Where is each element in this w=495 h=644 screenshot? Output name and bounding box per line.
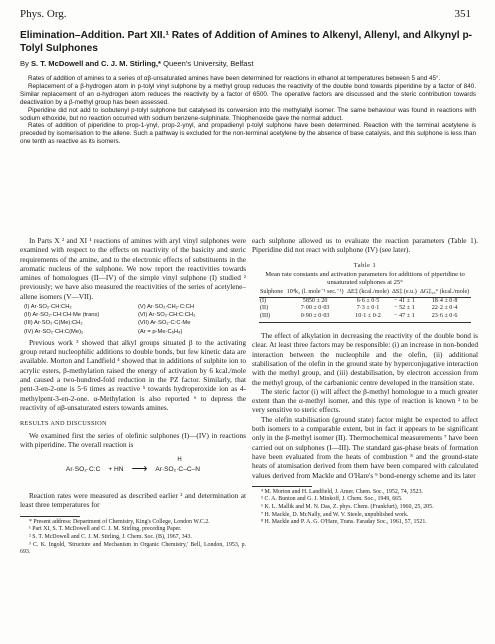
body-paragraph: We examined first the series of olefinic sulphones (I)—(IV) in reactions with piperidine. The overall reaction is xyxy=(20,430,246,449)
table-header-row xyxy=(259,289,471,297)
table-cell: − 47 ± 1 xyxy=(391,313,419,322)
reaction-scheme xyxy=(20,454,246,484)
table-cell: − 52 ± 1 xyxy=(394,305,415,312)
abstract-paragraph: Piperidine did not add to isobutenyl p-tolyl sulphone but catalysed its conversion into the methylallyl isomer. The same behaviour was found in reactions with sodium ethoxide, but no reaction occurred with sodium benzene-sulphinate. Thiophenoxide gave the normal adduct. xyxy=(20,106,476,122)
body-paragraph: In Parts X ² and XI ¹ reactions of amines with aryl vinyl sulphones were examined with respect to the effects on reactivity of the basicity and steric requirements of the amine, and to the electronic effects of substituents in the aromatic nucleus of the sulphone. We now report the reactivities towards amines of homologues (II—IV) of the simple vinyl sulphone (I) studied ² previously; we have also measured the reactivities of the series of acetylene–allene isomers (V—VII). xyxy=(20,236,246,301)
affiliation: Queen's University, Belfast xyxy=(160,59,254,68)
compound-list xyxy=(24,303,246,336)
footnote-rule xyxy=(20,516,80,517)
table-label: Table 1 xyxy=(353,261,377,269)
section-heading: RESULTS AND DISCUSSION xyxy=(20,420,107,428)
authors-prefix: By xyxy=(20,59,31,68)
footnote: ⁸ H. Mackle and P. A. G. O'Hare, Trans. Faraday Soc., 1961, 57, 1521. xyxy=(261,519,427,526)
footnote: ³ C. K. Ingold, 'Structure and Mechanism in Organic Chemistry,' Bell, London, 1953, p. 693. xyxy=(20,541,246,556)
compound-item: (III) Ar·SO₂·C(Me):CH₂ xyxy=(24,320,83,327)
scheme-product-wrap xyxy=(155,456,201,474)
reaction-arrow: ⟶ xyxy=(131,462,148,475)
abstract xyxy=(20,75,476,146)
table-caption: Mean rate constants and activation parameters for additions of piperidine to unsaturated sulphones at 25° xyxy=(265,270,465,286)
table-cell: 22·2 ± 0·4 xyxy=(431,305,458,312)
footnote: ⁵ C. A. Bunton and G. J. Minkoff, J. Chem. Soc., 1949, 665. xyxy=(261,496,403,503)
column-header: 10⁴k₂ (l. mole⁻¹ sec.⁻¹) xyxy=(285,289,346,297)
table-cell: 18·4 ± 0·8 xyxy=(431,297,458,304)
body-paragraph: The effect of alkylation in decreasing the reactivity of the double bond is clear. At least three factors may be responsible: (i) an increase in non-bonded interaction between the nucleophile and the olefin, (ii) additional stabilisation of the olefin in the ground state by hyperconjugative interaction with the methyl group, and (iii) destabilisation, by electron accession from the methyl group, of the carbanionic centre developed in the transition state. xyxy=(252,331,478,387)
body-paragraph: The steric factor (i) will affect the β-methyl homologue to a much greater extent than the α-methyl isomer, and this type of reaction is known ² to be very sensitive to steric effects. xyxy=(252,386,478,415)
footnote: ² S. T. McDowell and C. J. M. Stirling, J. Chem. Soc. (B), 1967, 343. xyxy=(29,533,192,540)
table-cell: (I) xyxy=(260,297,267,304)
body-paragraph: Previous work ³ showed that alkyl groups situated β to the activating group retard nucleophilic additions to double bonds, but few kinetic data are available. Morton and Landfield ⁴ showed that in additions of sulphite ion to acrylic esters, β-methylation raised the energy of activation by 6 kcal./mole and caused a two-hundred-fold reduction in the PZ factor. Similarly, that pent-3-en-2-one is 5·6 times as reactive ⁵ towards hydroperoxide ion as 4-methylpent-3-en-2-one. α-Methylation is also reported ⁶ to depress the reactivity of αβ-unsaturated esters towards amines. xyxy=(20,337,246,412)
table-cell: 23·6 ± 0·6 xyxy=(418,313,471,322)
compound-item: (V) Ar·SO₂·CH₂·C:CH xyxy=(138,304,195,311)
compound-item: (II) Ar·SO₂·CH:CH·Me (trans) xyxy=(24,312,100,319)
table-cell: 0·90 ± 0·03 xyxy=(285,313,346,322)
footnote: ⁴ M. Morton and H. Landfield, J. Amer. Chem. Soc., 1952, 74, 3523. xyxy=(261,488,423,495)
compound-item: (IV) Ar·SO₂·CH:C(Me)₂ xyxy=(24,328,84,335)
scheme-h-label: H xyxy=(177,456,182,463)
table-cell: (III) xyxy=(259,313,285,322)
journal-header: Phys. Org. xyxy=(20,8,67,20)
table-cell: 7·00 ± 0·03 xyxy=(300,305,330,312)
scheme-amine: + HN xyxy=(108,465,124,473)
table-row xyxy=(259,305,471,313)
rate-table xyxy=(259,289,471,323)
author-line xyxy=(20,59,476,69)
page-number: 351 xyxy=(454,8,471,20)
body-paragraph: The olefin stabilisation (ground state) factor might be expected to affect both isomers to a comparable extent, but in fact it appears to be significant only in the β-methyl isomer (II). Thermochemical measurements ⁷ have been carried out on sulphones (I—III). The standard gas-phase heats of formation have been evaluated from the heats of combustion ⁸ and the ground-state heats of atomisation derived from them have been compared with calculated values derived from Mackle and O'Hare's ⁹ bond-energy scheme and its later xyxy=(252,414,478,480)
compound-item: (VII) Ar·SO₂·C:C·Me xyxy=(138,320,191,327)
table-cell: 7·3 ± 0·1 xyxy=(356,305,380,312)
table-cell: 5850 ± 20 xyxy=(302,297,328,304)
left-column xyxy=(20,236,246,557)
table-cell: (II) xyxy=(260,305,269,312)
table-cell: − 41 ± 1 xyxy=(394,297,415,304)
body-paragraph: Reaction rates were measured as described earlier ² and determination at least three temperatures for xyxy=(20,491,246,510)
abstract-paragraph: Replacement of a β-hydrogen atom in p-tolyl vinyl sulphone by a methyl group reduces the reactivity of the double bond towards piperidine by a factor of 840. Similar replacement of an α-hydrogen atom reduces the reactivity by a factor of 6500. The operative factors are discussed and the steric contribution towards deactivation by a β-methyl group has been assessed. xyxy=(20,82,476,106)
scheme-reactant: Ar·SO₂·C:C xyxy=(65,465,101,473)
right-column xyxy=(252,236,478,527)
footnote: ⁷ H. Mackle, D. McNally, and W. V. Steele, unpublished work. xyxy=(261,511,409,518)
footnote: * Present address: Department of Chemistry, King's College, London W.C.2. xyxy=(29,518,210,525)
column-header: ΔG‡₂₅° (kcal./mole) xyxy=(418,289,471,297)
column-header: ΔS‡ (e.u.) xyxy=(391,289,419,297)
column-header: ΔE‡ (kcal./mole) xyxy=(345,289,390,297)
author-names: S. T. McDowell and C. J. M. Stirling,* xyxy=(30,59,161,68)
table-row xyxy=(259,313,471,322)
footnote-rule xyxy=(252,486,312,487)
footnote: ¹ Part XI, S. T. McDowell and C. J. M. Stirling, preceding Paper. xyxy=(29,526,182,533)
body-paragraph: each sulphone allowed us to evaluate the reaction parameters (Table 1). Piperidine did not react with sulphone (IV) (see later). xyxy=(252,236,478,255)
table-cell: 10·1 ± 0·2 xyxy=(345,313,390,322)
compound-item: (Ar = p-Me·C₆H₄) xyxy=(138,328,183,335)
compound-item: (I) Ar·SO₂·CH:CH₂ xyxy=(24,304,72,311)
table-row xyxy=(259,297,471,305)
table-cell: 6·6 ± 0·5 xyxy=(356,297,380,304)
scheme-product: Ar·SO₂·C–C–N xyxy=(155,465,201,473)
column-header: Sulphone xyxy=(259,289,285,297)
abstract-paragraph: Rates of addition of amines to a series of αβ-unsaturated amines have been determined for reactions in ethanol at temperatures between 5 and 45°. xyxy=(28,75,441,82)
compound-item: (VI) Ar·SO₂·CH:C:CH₂ xyxy=(138,312,196,319)
article-title: Elimination–Addition. Part XII.¹ Rates of Addition of Amines to Alkenyl, Allenyl, and Alkynyl p-Tolyl Sulphones xyxy=(20,30,473,54)
footnote: ⁶ K. L. Mallik and M. N. Das, Z. phys. Chem. (Frankfurt), 1960, 25, 205. xyxy=(261,504,434,511)
abstract-paragraph: Rates of addition of piperidine to prop-1-ynyl, prop-2-ynyl, and propadienyl p-tolyl sulphone have been determined. Reaction with the terminal acetylene is preceded by isomerisation to the allene. Such a pathway is excluded for the non-terminal acetylene by the absence of base catalysis, and this sulphone is less than one tenth as reactive as its isomers. xyxy=(20,122,476,146)
